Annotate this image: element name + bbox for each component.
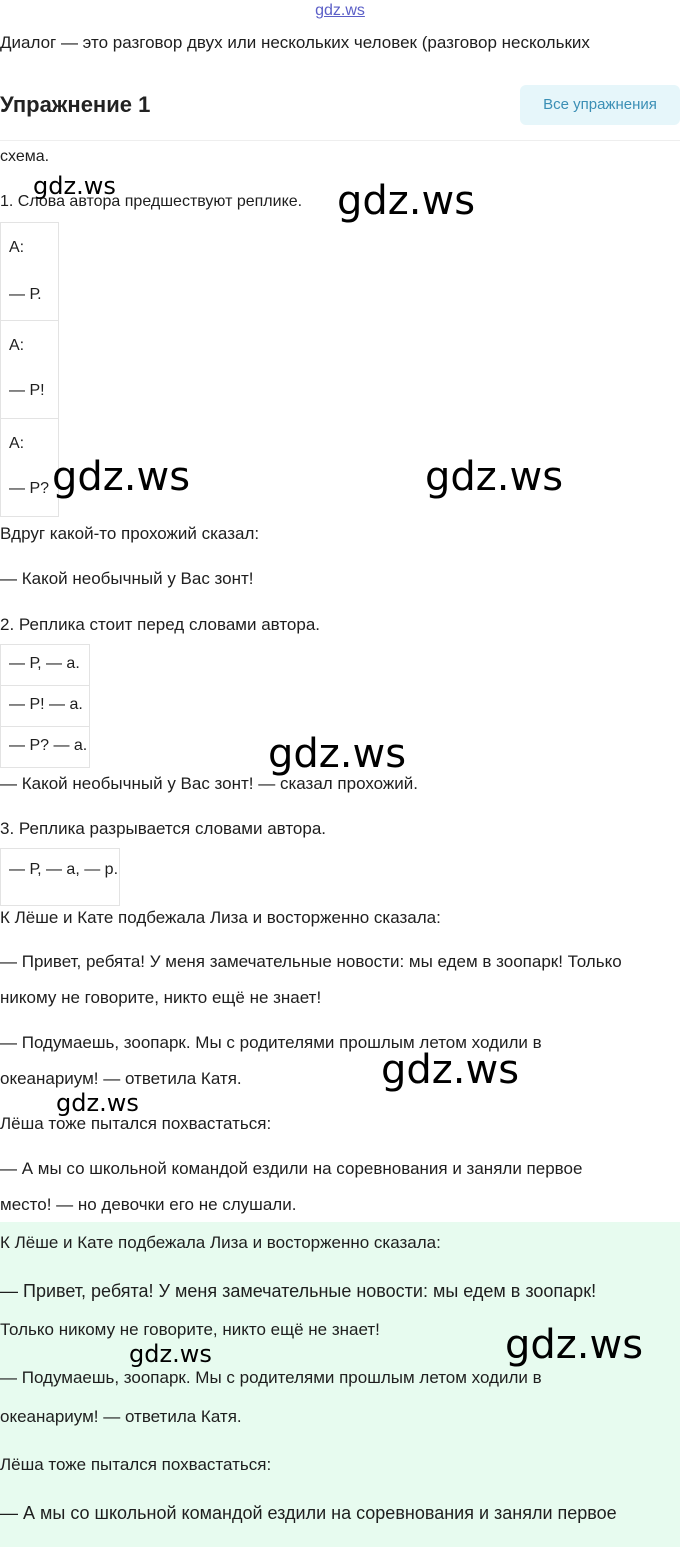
answer-line: океанариум! — ответила Катя. xyxy=(0,1407,242,1426)
text-line: К Лёше и Кате подбежала Лиза и восторженно сказала: xyxy=(0,908,441,927)
watermark: gdz.ws xyxy=(33,172,116,200)
answer-line: — Привет, ребята! У меня замечательные новости: мы едем в зоопарк! xyxy=(0,1281,597,1301)
schema-formula: — Р, — а, — р. xyxy=(9,861,119,878)
schema-formula: — Р, — а. xyxy=(9,655,80,672)
schema-cell xyxy=(0,644,90,686)
answer-line: — А мы со школьной командой ездили на соревнования и заняли первое xyxy=(0,1503,617,1523)
schema-formula: — Р! — а. xyxy=(9,696,83,713)
watermark: gdz.ws xyxy=(337,178,476,224)
watermark: gdz.ws xyxy=(52,454,191,500)
example-line: Вдруг какой-то прохожий сказал: xyxy=(0,524,260,543)
text-line: — Подумаешь, зоопарк. Мы с родителями прошлым летом ходили в xyxy=(0,1033,542,1052)
intro-text: Диалог — это разговор двух или нескольких человек (разговор нескольких xyxy=(0,33,590,52)
example-line: — Какой необычный у Вас зонт! — сказал прохожий. xyxy=(0,774,419,793)
section-2-title: 2. Реплика стоит перед словами автора. xyxy=(0,615,321,634)
section-1-title: 1. Слова автора предшествуют реплике. xyxy=(0,193,303,210)
answer-line: Только никому не говорите, никто ещё не знает! xyxy=(0,1320,380,1339)
watermark: gdz.ws xyxy=(505,1322,644,1368)
schema-cell xyxy=(0,848,120,906)
schema-cell xyxy=(0,222,59,321)
page-title: Упражнение 1 xyxy=(0,92,151,117)
text-line: океанариум! — ответила Катя. xyxy=(0,1069,242,1088)
schema-formula: — Р? — а. xyxy=(9,737,88,754)
watermark: gdz.ws xyxy=(268,731,407,777)
example-line: — Какой необычный у Вас зонт! xyxy=(0,569,254,588)
replica-mark: — Р. xyxy=(9,286,42,303)
schema-word: схема. xyxy=(0,148,50,165)
text-line: — А мы со школьной командой ездили на соревнования и заняли первое xyxy=(0,1159,583,1178)
answer-line: — Подумаешь, зоопарк. Мы с родителями прошлым летом ходили в xyxy=(0,1368,542,1387)
watermark: gdz.ws xyxy=(129,1340,212,1368)
answer-line: К Лёше и Кате подбежала Лиза и восторженно сказала: xyxy=(0,1233,441,1252)
schema-cell xyxy=(0,418,59,517)
text-line: место! — но девочки его не слушали. xyxy=(0,1195,297,1214)
watermark: gdz.ws xyxy=(56,1089,139,1117)
watermark: gdz.ws xyxy=(381,1047,520,1093)
author-mark: А: xyxy=(9,435,25,452)
site-link[interactable]: gdz.ws xyxy=(315,2,365,19)
author-mark: А: xyxy=(9,337,25,354)
schema-cell xyxy=(0,320,59,419)
replica-mark: — Р? xyxy=(9,480,50,497)
author-mark: А: xyxy=(9,239,25,256)
text-line: никому не говорите, никто ещё не знает! xyxy=(0,988,322,1007)
text-line: Лёша тоже пытался похвастаться: xyxy=(0,1114,272,1133)
section-3-title: 3. Реплика разрывается словами автора. xyxy=(0,819,327,838)
text-line: — Привет, ребята! У меня замечательные новости: мы едем в зоопарк! Только xyxy=(0,952,622,971)
exercise-header xyxy=(0,82,680,141)
schema-cell xyxy=(0,685,90,727)
replica-mark: — Р! xyxy=(9,382,45,399)
all-exercises-button[interactable]: Все упражнения xyxy=(520,85,680,125)
watermark: gdz.ws xyxy=(425,454,564,500)
answer-line: Лёша тоже пытался похвастаться: xyxy=(0,1455,272,1474)
schema-cell xyxy=(0,726,90,768)
